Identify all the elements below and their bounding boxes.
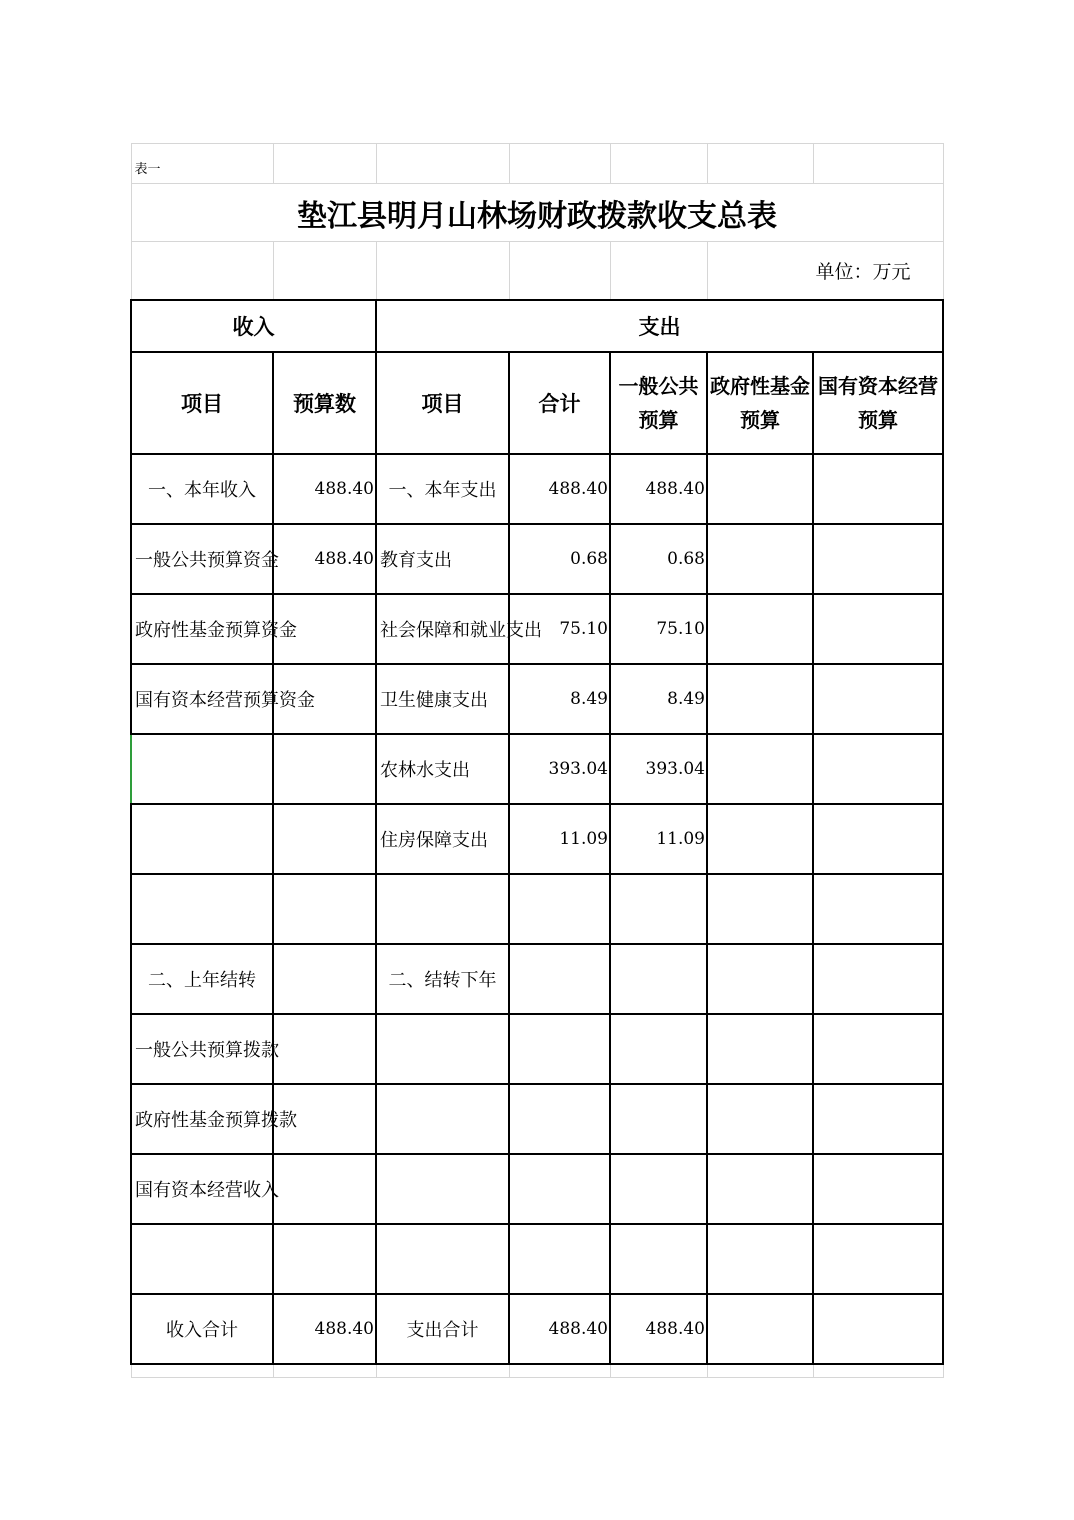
fiscal-summary-table — [130, 143, 944, 1378]
cell-in-amount[interactable] — [273, 874, 376, 944]
cell-in-item[interactable] — [131, 874, 273, 944]
cell-fund[interactable] — [707, 594, 813, 664]
cell-out-item[interactable] — [376, 1084, 509, 1154]
cell-capital[interactable] — [813, 734, 943, 804]
cell-fund[interactable] — [707, 1224, 813, 1294]
expense-header[interactable]: 支出 — [376, 300, 943, 352]
cell-general[interactable] — [610, 874, 707, 944]
cell-in-item[interactable]: 国有资本经营收入 — [131, 1154, 273, 1224]
cell-fund[interactable] — [707, 804, 813, 874]
cell-capital[interactable] — [813, 944, 943, 1014]
table-row — [131, 594, 943, 664]
cell-in-amount[interactable] — [273, 804, 376, 874]
cell-general[interactable] — [610, 1224, 707, 1294]
cell-general[interactable] — [610, 1014, 707, 1084]
cell-fund[interactable] — [707, 734, 813, 804]
col-header-gov-fund[interactable]: 政府性基金预算 — [707, 352, 813, 454]
cell-out-item[interactable] — [376, 1224, 509, 1294]
cell-in-amount[interactable] — [273, 1224, 376, 1294]
cell-capital[interactable] — [813, 594, 943, 664]
cell-out-item[interactable] — [376, 1014, 509, 1084]
cell-total[interactable]: 393.04 — [509, 734, 610, 804]
cell-total[interactable] — [509, 1014, 610, 1084]
col-header-total[interactable]: 合计 — [509, 352, 610, 454]
cell-in-amount[interactable] — [273, 734, 376, 804]
cell-in-item[interactable] — [131, 1224, 273, 1294]
cell-total[interactable] — [509, 874, 610, 944]
cell-total[interactable]: 11.09 — [509, 804, 610, 874]
cell-in-amount[interactable] — [273, 1154, 376, 1224]
cell-fund[interactable] — [707, 874, 813, 944]
cell-in-amount[interactable] — [273, 944, 376, 1014]
cell-general[interactable]: 488.40 — [610, 454, 707, 524]
cell-fund[interactable] — [707, 664, 813, 734]
cell-out-item[interactable]: 卫生健康支出 — [376, 664, 509, 734]
col-header-state-capital[interactable]: 国有资本经营预算 — [813, 352, 943, 454]
cell-in-item[interactable]: 一般公共预算拨款 — [131, 1014, 273, 1084]
col-header-item[interactable]: 项目 — [131, 352, 273, 454]
table-row — [131, 1224, 943, 1294]
cell-general[interactable]: 8.49 — [610, 664, 707, 734]
cell-in-amount[interactable] — [273, 1014, 376, 1084]
table-row — [131, 1154, 943, 1224]
cell-general[interactable] — [610, 944, 707, 1014]
cell-in-item-selected[interactable] — [131, 734, 273, 804]
cell-fund[interactable] — [707, 524, 813, 594]
col-header-item2[interactable]: 项目 — [376, 352, 509, 454]
cell-in-amount[interactable]: 488.40 — [273, 454, 376, 524]
cell-capital[interactable] — [813, 1084, 943, 1154]
expense-total-label[interactable]: 支出合计 — [376, 1294, 509, 1364]
table-row — [131, 944, 943, 1014]
cell-fund[interactable] — [707, 454, 813, 524]
cell-total[interactable] — [509, 1224, 610, 1294]
cell-total[interactable]: 75.10 — [509, 594, 610, 664]
cell-in-item[interactable]: 二、上年结转 — [131, 944, 273, 1014]
expense-total-capital[interactable] — [813, 1294, 943, 1364]
cell-general[interactable] — [610, 1154, 707, 1224]
cell-capital[interactable] — [813, 454, 943, 524]
table-row — [131, 734, 943, 804]
cell-fund[interactable] — [707, 1154, 813, 1224]
cell-general[interactable]: 0.68 — [610, 524, 707, 594]
spreadsheet — [130, 143, 942, 1388]
cell-capital[interactable] — [813, 1154, 943, 1224]
cell-fund[interactable] — [707, 944, 813, 1014]
cell-out-item[interactable] — [376, 1154, 509, 1224]
cell-out-item[interactable] — [376, 874, 509, 944]
cell-capital[interactable] — [813, 874, 943, 944]
cell-in-item[interactable]: 一般公共预算资金 — [131, 524, 273, 594]
cell-capital[interactable] — [813, 1224, 943, 1294]
unit-label[interactable]: 单位：万元 — [707, 242, 943, 300]
cell-capital[interactable] — [813, 664, 943, 734]
cell-capital[interactable] — [813, 804, 943, 874]
income-total-amount[interactable]: 488.40 — [273, 1294, 376, 1364]
cell-out-item[interactable]: 社会保障和就业支出 — [376, 594, 509, 664]
cell-general[interactable]: 11.09 — [610, 804, 707, 874]
expense-total-fund[interactable] — [707, 1294, 813, 1364]
cell-in-amount[interactable]: 488.40 — [273, 524, 376, 594]
table-row — [131, 524, 943, 594]
page-title[interactable]: 垫江县明月山林场财政拨款收支总表 — [131, 184, 943, 242]
cell-out-item[interactable]: 一、本年支出 — [376, 454, 509, 524]
cell-in-item[interactable]: 一、本年收入 — [131, 454, 273, 524]
cell-in-item[interactable]: 国有资本经营预算资金 — [131, 664, 273, 734]
table-row — [131, 874, 943, 944]
cell-out-item[interactable]: 农林水支出 — [376, 734, 509, 804]
cell-in-item[interactable] — [131, 804, 273, 874]
table-label[interactable]: 表一 — [131, 144, 273, 184]
table-row — [131, 804, 943, 874]
cell-in-item[interactable]: 政府性基金预算资金 — [131, 594, 273, 664]
cell-total[interactable] — [509, 1154, 610, 1224]
cell-general[interactable] — [610, 1084, 707, 1154]
table-row — [131, 1084, 943, 1154]
cell-general[interactable]: 393.04 — [610, 734, 707, 804]
income-header[interactable]: 收入 — [131, 300, 376, 352]
cell-in-item[interactable]: 政府性基金预算拨款 — [131, 1084, 273, 1154]
col-header-general-budget[interactable]: 一般公共预算 — [610, 352, 707, 454]
col-header-budget[interactable]: 预算数 — [273, 352, 376, 454]
cell-total[interactable]: 0.68 — [509, 524, 610, 594]
table-row — [131, 664, 943, 734]
table-row — [131, 1014, 943, 1084]
cell-out-item[interactable]: 住房保障支出 — [376, 804, 509, 874]
expense-total-general[interactable]: 488.40 — [610, 1294, 707, 1364]
expense-total-amount[interactable]: 488.40 — [509, 1294, 610, 1364]
totals-row — [131, 1294, 943, 1364]
cell-total[interactable] — [509, 944, 610, 1014]
cell-out-item[interactable]: 二、结转下年 — [376, 944, 509, 1014]
cell-total[interactable] — [509, 1084, 610, 1154]
cell-total[interactable]: 8.49 — [509, 664, 610, 734]
cell-capital[interactable] — [813, 1014, 943, 1084]
income-total-label[interactable]: 收入合计 — [131, 1294, 273, 1364]
cell-fund[interactable] — [707, 1014, 813, 1084]
cell-fund[interactable] — [707, 1084, 813, 1154]
cell-capital[interactable] — [813, 524, 943, 594]
cell-total[interactable]: 488.40 — [509, 454, 610, 524]
cell-general[interactable]: 75.10 — [610, 594, 707, 664]
cell-out-item[interactable]: 教育支出 — [376, 524, 509, 594]
table-row — [131, 454, 943, 524]
